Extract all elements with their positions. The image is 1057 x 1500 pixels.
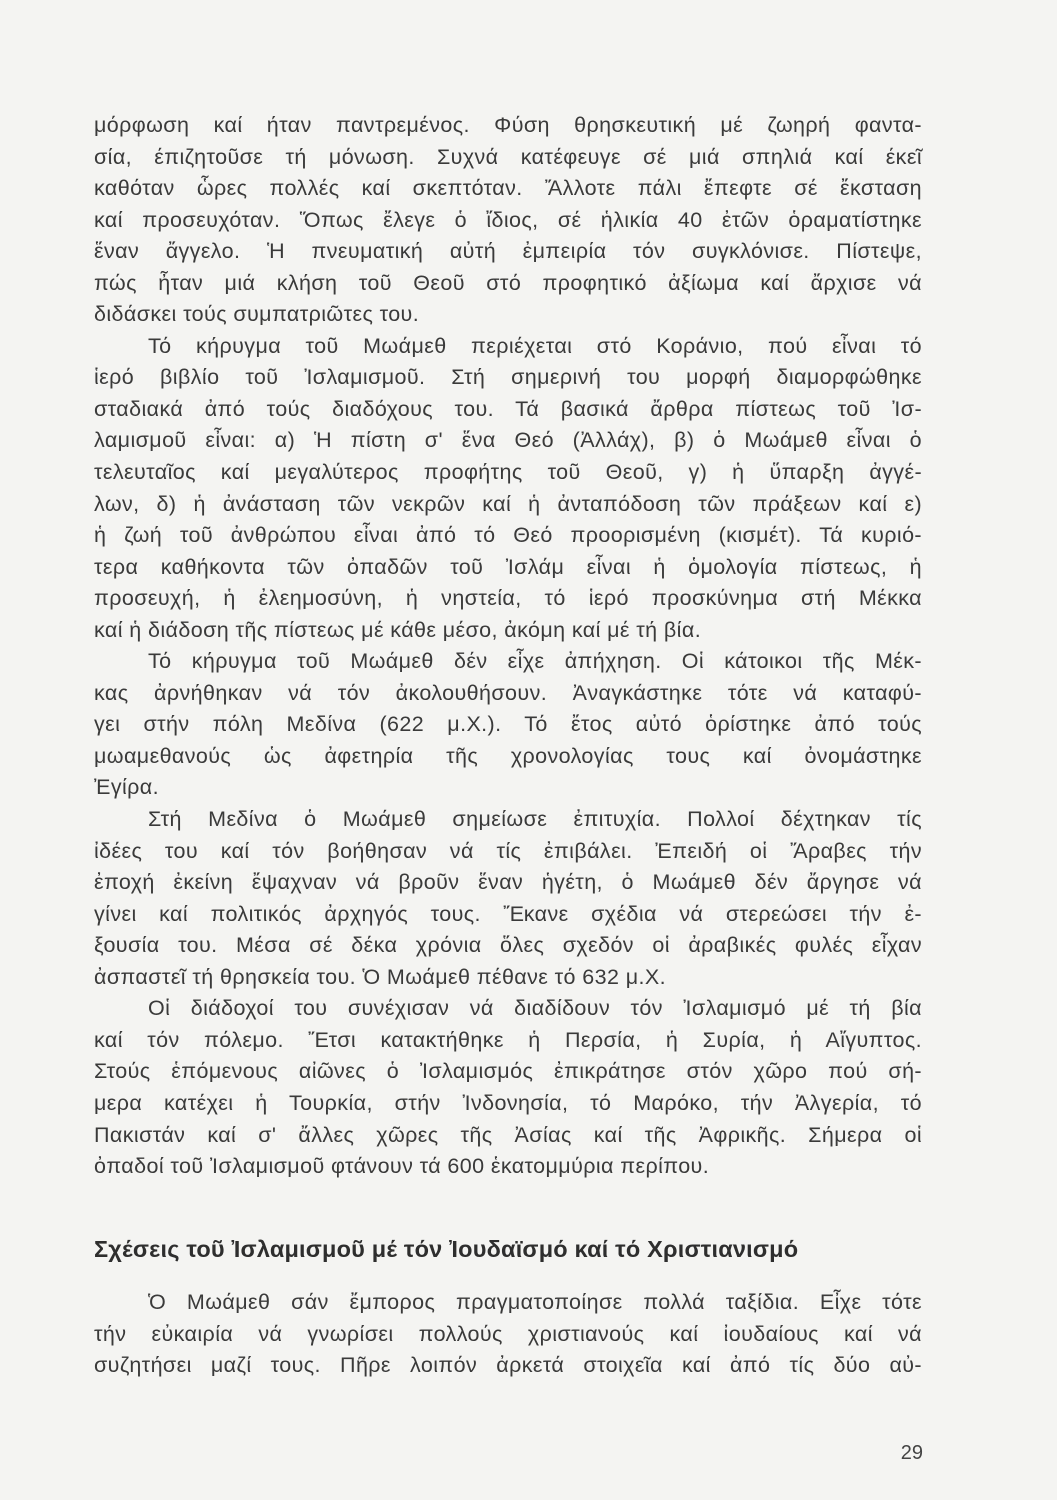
text-line: μόρφωση καί ήταν παντρεμένος. Φύση θρησκευτική μέ ζωηρή φαντα- [94, 113, 922, 137]
text-line: τερα καθήκοντα τῶν ὀπαδῶν τοῦ Ἰσλάμ εἶναι ἡ ὁμολογία πίστεως, ἡ [94, 554, 922, 579]
text-line: Πακιστάν καί σ' ἄλλες χῶρες τῆς Ἀσίας καί τῆς Ἀφρικῆς. Σήμερα οἱ [94, 1122, 922, 1147]
text-line: Ὁ Μωάμεθ σάν ἔμπορος πραγματοποίησε πολλά ταξίδια. Εἶχε τότε [148, 1290, 922, 1314]
text-line: μερα κατέχει ἡ Τουρκία, στήν Ἰνδονησία, τό Μαρόκο, τήν Ἀλγερία, τό [94, 1090, 922, 1115]
text-line: πώς ἦταν μιά κλήση τοῦ Θεοῦ στό προφητικό ἀξίωμα καί ἄρχισε νά [94, 270, 922, 295]
text-line: Ἐγίρα. [94, 775, 159, 800]
text-line: Τό κήρυγμα τοῦ Μωάμεθ δέν εἶχε ἀπήχηση. Οἱ κάτοικοι τῆς Μέκ- [148, 649, 922, 674]
text-line: συζητήσει μαζί τους. Πῆρε λοιπόν ἀρκετά στοιχεῖα καί ἀπό τίς δύο αὐ- [94, 1353, 922, 1378]
text-line: ἐποχή ἐκείνη ἔψαχναν νά βροῦν ἕναν ἡγέτη, ὁ Μωάμεθ δέν ἄργησε νά [94, 870, 922, 895]
text-line: ἱερό βιβλίο τοῦ Ἰσλαμισμοῦ. Στή σημερινή του μορφή διαμορφώθηκε [94, 365, 922, 390]
text-line: γίνει καί πολιτικός ἀρχηγός τους. Ἔκανε σχέδια νά στερεώσει τήν ἐ- [94, 901, 922, 926]
text-line: καθόταν ὧρες πολλές καί σκεπτόταν. Ἄλλοτε πάλι ἔπεφτε σέ ἔκσταση [94, 176, 922, 201]
text-line: τελευταῖος καί μεγαλύτερος προφήτης τοῦ Θεοῦ, γ) ἡ ὕπαρξη ἀγγέ- [94, 460, 922, 485]
text-line: μωαμεθανούς ὡς ἀφετηρία τῆς χρονολογίας τους καί ὀνομάστηκε [94, 743, 922, 768]
page-number: 29 [900, 1442, 923, 1464]
text-line: Στούς ἑπόμενους αἰῶνες ὁ Ἰσλαμισμός ἐπικράτησε στόν χῶρο πού σή- [94, 1059, 922, 1084]
text-line: γει στήν πόλη Μεδίνα (622 μ.Χ.). Τό ἔτος αὐτό ὁρίστηκε ἀπό τούς [94, 712, 922, 737]
text-line: ξουσία του. Μέσα σέ δέκα χρόνια ὅλες σχεδόν οἱ ἀραβικές φυλές εἶχαν [94, 933, 922, 958]
text-line: προσευχή, ἡ ἐλεημοσύνη, ἡ νηστεία, τό ἱερό προσκύνημα στή Μέκκα [94, 586, 922, 611]
text-line: διδάσκει τούς συμπατριῶτες του. [94, 302, 420, 327]
text-line: ἰδέες του καί τόν βοήθησαν νά τίς ἐπιβάλει. Ἐπειδή οἱ Ἄραβες τήν [94, 838, 922, 863]
text-line: καί τόν πόλεμο. Ἔτσι κατακτήθηκε ἡ Περσία, ἡ Συρία, ἡ Αἴγυπτος. [94, 1027, 922, 1052]
text-line: σία, έπιζητοῦσε τή μόνωση. Συχνά κατέφευγε σέ μιά σπηλιά καί έκεῖ [94, 144, 922, 169]
text-line: λων, δ) ἡ ἀνάσταση τῶν νεκρῶν καί ἡ ἀνταπόδοση τῶν πράξεων καί ε) [94, 491, 922, 516]
text-line: σταδιακά ἀπό τούς διαδόχους του. Τά βασικά ἄρθρα πίστεως τοῦ Ἰσ- [94, 396, 922, 421]
text-line: κας ἀρνήθηκαν νά τόν ἀκολουθήσουν. Ἀναγκάστηκε τότε νά καταφύ- [94, 680, 922, 705]
text-line: λαμισμοῦ εἶναι: α) Ἡ πίστη σ' ἕνα Θεό (Ἀλλάχ), β) ὁ Μωάμεθ εἶναι ὁ [94, 428, 922, 453]
text-line: ἡ ζωή τοῦ ἀνθρώπου εἶναι ἀπό τό Θεό προορισμένη (κισμέτ). Τά κυριό- [94, 523, 922, 548]
text-line: ὀπαδοί τοῦ Ἰσλαμισμοῦ φτάνουν τά 600 ἑκατομμύρια περίπου. [94, 1154, 710, 1179]
text-line: καί προσευχόταν. Ὅπως ἔλεγε ὁ ἴδιος, σέ ἡλικία 40 ἐτῶν ὁραματίστηκε [94, 207, 922, 232]
body-text [94, 110, 922, 1183]
text-line: Τό κήρυγμα τοῦ Μωάμεθ περιέχεται στό Κοράνιο, πού εἶναι τό [148, 333, 922, 358]
section-heading: Σχέσεις τοῦ Ἰσλαμισμοῦ μέ τόν Ἰουδαϊσμό καί τό Χριστιανισμό [94, 1236, 799, 1262]
text-line: τήν εὐκαιρία νά γνωρίσει πολλούς χριστιανούς καί ἰουδαίους καί νά [94, 1321, 922, 1346]
text-line: ἕναν ἄγγελο. Ἡ πνευματική αὐτή ἐμπειρία τόν συγκλόνισε. Πίστεψε, [94, 239, 922, 264]
text-line: Στή Μεδίνα ὁ Μωάμεθ σημείωσε ἐπιτυχία. Πολλοί δέχτηκαν τίς [148, 807, 922, 832]
text-line: ἀσπαστεῖ τή θρησκεία του. Ὁ Μωάμεθ πέθανε τό 632 μ.Χ. [94, 964, 666, 989]
text-line: Οἱ διάδοχοί του συνέχισαν νά διαδίδουν τόν Ἰσλαμισμό μέ τή βία [148, 996, 922, 1021]
text-line: καί ἡ διάδοση τῆς πίστεως μέ κάθε μέσο, ἀκόμη καί μέ τή βία. [94, 617, 702, 642]
section-body-text [94, 1287, 922, 1382]
